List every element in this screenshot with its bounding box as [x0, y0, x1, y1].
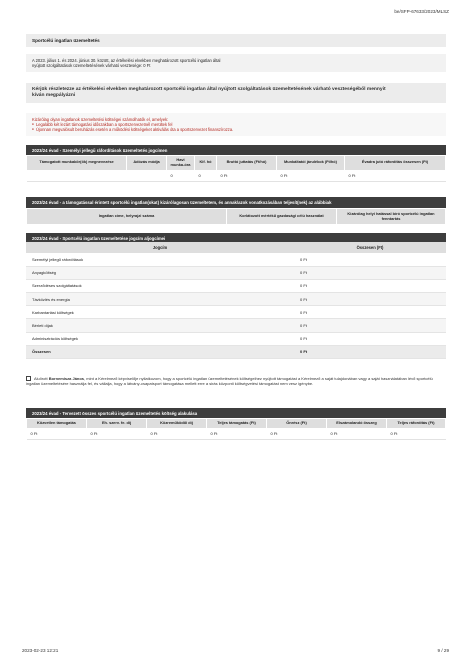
facilities-section-header: 2023/24 évad - a támogatással érintett sportcélú ingatlan(okat) kizárólagosan üzemeltetem, és annak/azok vonatkozásában teljesít(nek) az alábbiak — [26, 197, 446, 208]
consent-text: , mint a Kérelmező képviselője nyilatkozom, hogy a sportcélú ingatlan üzemeltetésének költségeihez nyújtott támogatást a Kérelmező a saját tulajdonában vagy a saját használatában lévő sportcélú ingatlan üzemeltetésére használja fel, és vállalja, hogy a látvány-csapatsport támogatása mellett erre a sirás központi költségvetési támogatást nem vesz igénybe. — [26, 376, 433, 387]
table-cell: 0 — [167, 170, 195, 181]
question-box — [26, 83, 446, 103]
consent-statement — [26, 376, 446, 386]
table-cell: 0 Ft — [217, 170, 277, 181]
column-header: Adózás módja — [127, 156, 167, 171]
representative-name: Bornemisza János — [48, 376, 85, 381]
table-cell: 0 Ft — [387, 428, 446, 439]
eligibility-note — [26, 113, 446, 136]
costs-table — [26, 242, 446, 359]
consent-prefix: Alulírott — [34, 376, 48, 381]
cost-label: Szerződéses szolgáltatások — [26, 279, 294, 292]
column-header: Korlátozott mértékű gazdasági célú használat — [227, 209, 337, 225]
table-row — [27, 428, 446, 439]
planned-section-header: 2023/24 évad - Tervezett összes sportcélú ingatlan üzemeltetés költség alakulása — [26, 408, 446, 419]
personnel-table — [26, 155, 446, 182]
page-number: 9 / 29 — [437, 648, 449, 653]
column-header: Önrész (Ft) — [267, 419, 327, 429]
cost-value: 0 Ft — [294, 293, 446, 306]
table-cell — [127, 170, 167, 181]
costs-section-header: 2023/24 évad - Sportcélú ingatlan üzemeltetése jogcím aljogcímei — [26, 233, 446, 244]
cost-total-value: 0 Ft — [294, 345, 446, 358]
table-cell: 0 Ft — [27, 428, 87, 439]
table-cell: 0 Ft — [147, 428, 207, 439]
table-row — [26, 293, 446, 306]
table-cell: 0 Ft — [87, 428, 147, 439]
table-header-row — [27, 156, 446, 171]
question-line-1: Kérjük részletezze az értékelési elvekben meghatározott sportcélú ingatlan által nyújtott szolgáltatások üzemeltetésének várható veszteségéből mennyit — [32, 87, 386, 92]
cost-label: Távközlés és energia — [26, 293, 294, 306]
column-header: Támogatott munkakör(ök) megnevezése — [27, 156, 127, 171]
info-box — [26, 54, 446, 72]
column-header: Teljes ráfordítás (Ft) — [387, 419, 446, 429]
table-cell: 0 Ft — [277, 170, 345, 181]
table-cell: 0 Ft — [267, 428, 327, 439]
column-header: Kif. hó — [195, 156, 217, 171]
table-row — [26, 279, 446, 292]
table-cell: 0 — [195, 170, 217, 181]
column-header: Elszámolandó összeg — [327, 419, 387, 429]
table-total-row — [26, 345, 446, 358]
column-header: Ingatlan címe, helyrajzi száma — [27, 209, 227, 225]
table-header-row — [27, 209, 446, 225]
note-bullet: ● Legalább két lezárt támogatási időszakban a sportszervezetnél merültek fel — [32, 122, 440, 127]
cost-value: 0 Ft — [294, 279, 446, 292]
column-header: Teljes támogatás (Ft) — [207, 419, 267, 429]
column-header: Évadra jutó ráfordítás összesen (Ft) — [345, 156, 446, 171]
column-header: Közvetlen támogatás — [27, 419, 87, 429]
column-header: Jogcím — [26, 242, 294, 253]
cost-label: Személyi jellegű ráfordítások — [26, 253, 294, 266]
column-header: Havi munka-óra — [167, 156, 195, 171]
cost-label: Bérleti díjak — [26, 319, 294, 332]
cost-label: Anyagköltség — [26, 266, 294, 279]
column-header: Eh. szerv. fe. dij — [87, 419, 147, 429]
note-intro: Kizárólag olyan ingatlanok üzemeltetési költségei számolhatók el, amelyek: — [32, 117, 169, 122]
planned-costs-table — [26, 418, 446, 440]
footer-date: 2023-02-23 12:21 — [22, 648, 59, 653]
cost-total-label: Összesen — [26, 345, 294, 358]
table-row — [27, 170, 446, 181]
personnel-section-header: 2023/24 évad - Személyi jellegű ráfordítások üzemeltetés jogcímen — [26, 145, 446, 156]
column-header: Összesen (Ft) — [294, 242, 446, 253]
table-row — [26, 319, 446, 332]
cost-label: Adminisztrációs költségek — [26, 332, 294, 345]
section-title: Sportcélú ingatlan üzemeltetés — [26, 34, 446, 47]
cost-label: Karbantartási költségek — [26, 306, 294, 319]
column-header: Kizárólag helyi hatással bíró sportcélú ingatlan fenntartás — [337, 209, 446, 225]
info-line-1: A 2023. július 1. és 2024. június 30. között, az értékelési elvekben meghatározott sportcélú ingatlan által — [32, 58, 221, 63]
cost-value: 0 Ft — [294, 319, 446, 332]
table-cell: 0 Ft — [345, 170, 446, 181]
info-line-2: nyújtott szolgáltatások üzemeltetésének várható vesztesége: 0 Ft — [32, 63, 151, 69]
table-row — [26, 306, 446, 319]
table-cell: 0 Ft — [207, 428, 267, 439]
table-header-row — [27, 419, 446, 429]
column-header: Közreműködői díj — [147, 419, 207, 429]
table-row — [26, 266, 446, 279]
table-cell — [27, 170, 127, 181]
column-header: Bruttó juttatás (Ft/hó) — [217, 156, 277, 171]
cost-value: 0 Ft — [294, 306, 446, 319]
table-header-row — [26, 242, 446, 253]
cost-value: 0 Ft — [294, 253, 446, 266]
document-reference: be/SFP-67633/2023/MLSZ — [394, 9, 449, 14]
question-line-2: kíván megpályázni — [32, 93, 76, 98]
cost-value: 0 Ft — [294, 332, 446, 345]
note-bullet: ● Újonnan megvalósult beruházás esetén a működési költségeket aktiválás óta a sportszervezet finanszírozza. — [32, 127, 440, 132]
column-header: Munkáltatói járulékok (Ft/hó) — [277, 156, 345, 171]
cost-value: 0 Ft — [294, 266, 446, 279]
facilities-table — [26, 208, 446, 225]
table-row — [26, 332, 446, 345]
table-row — [26, 253, 446, 266]
table-cell: 0 Ft — [327, 428, 387, 439]
